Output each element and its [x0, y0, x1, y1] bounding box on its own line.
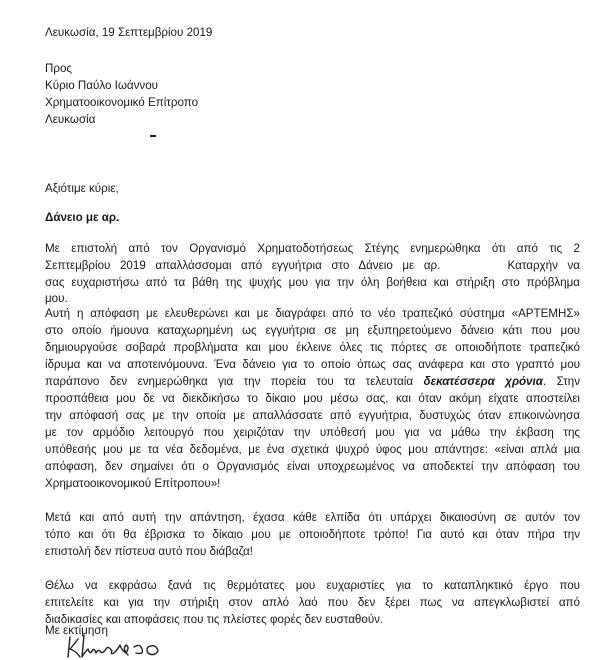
- emphasis-text: δεκατέσσερα χρόνια: [423, 375, 543, 388]
- handwritten-signature: [64, 629, 164, 659]
- paragraph-2-text: Στην: [556, 375, 580, 388]
- paragraph-3-line: τόπο και ότι θα έβρισκα το δίκαιο μου με οποιοδήποτε τρόπο! Για αυτό και όταν πήρα την: [45, 528, 580, 541]
- paragraph-3-line: επιστολή δεν πίστευα αυτό που διάβαζα!: [45, 545, 253, 558]
- paragraph-1-line: [45, 257, 580, 274]
- paragraph-2-line: προσπάθεια μου δε να διεκδικήσω το δίκαιο μου μέσω σας, και όταν ακόμη είχατε αποστείλει: [45, 392, 580, 405]
- paragraph-2-line: [45, 373, 580, 390]
- paragraph-2-text: παράπονο δεν ενημερώθηκα για την πορεία του τα τελευταία: [45, 375, 414, 388]
- paragraph-3-line: Μετά και από αυτή την απάντηση, έχασα κάθε ελπίδα ότι υπάρχει δικαιοσύνη σε αυτόν τον: [45, 511, 580, 524]
- paragraph-4-line: επιτελείτε και για την στήριξη στον απλό λαό που δεν ξέρει πως να απεγκλωβιστεί από: [45, 596, 580, 609]
- paragraph-2-line: Αυτή η απόφαση με ελευθερώνει και με διαγράφει από το νέο τραπεζικό σύστημα «ΑΡΤΕΜΗΣ»: [45, 307, 580, 320]
- recipient-name: Κύριο Παύλο Ιωάννου: [45, 79, 158, 92]
- recipient-city: Λευκωσία: [45, 113, 96, 126]
- paragraph-1-line: μου.: [45, 292, 68, 305]
- paragraph-1-text: Καταρχήν να: [507, 259, 580, 272]
- paragraph-4-line: Θέλω να εκφράσω ξανά τις θερμότατες μου ευχαριστίες για το καταπληκτικό έργο που: [45, 579, 580, 592]
- paragraph-2-text: .: [542, 375, 547, 388]
- paragraph-2-line: με τον αρμόδιο λειτουργό που χειριζόταν την υπόθεσή μου για να μάθω την έκβαση της: [45, 426, 580, 439]
- salutation: Αξιότιμε κύριε,: [45, 182, 119, 195]
- paragraph-4-line: διαδικασίες και αποφάσεις που τις πλείστες φορές δεν ευσταθούν.: [45, 613, 384, 626]
- paragraph-2-line: ίδρυμα και να αποτεινόμουνα. Ένα δάνειο για το οποίο όπως σας ανάφερα και στο γραπτό μου: [45, 358, 580, 371]
- paragraph-1-text: Σεπτεμβρίου 2019 απαλλάσσομαι από εγγυήτρια στο Δάνειο με αρ.: [45, 259, 441, 272]
- recipient-to: Προς: [45, 62, 73, 75]
- redaction-mark: [150, 135, 156, 137]
- letter-date: Λευκωσία, 19 Σεπτεμβρίου 2019: [45, 26, 213, 39]
- subject-line: Δάνειο με αρ.: [45, 211, 120, 224]
- recipient-title: Χρηματοοικονομικό Επίτροπο: [45, 96, 199, 109]
- paragraph-2-line: δημιουργούσε σοβαρά προβλήματα και μου έκλεινε όλες τις πόρτες σε οποιοδήποτε τραπεζικό: [45, 341, 580, 354]
- paragraph-1-line: σας ευχαριστήσω από τα βάθη της ψυχής μου για την όλη βοήθεια και στήριξη στο πρόβλημα: [45, 276, 580, 289]
- paragraph-2-line: Χρηματοοικονομικού Επίτροπου»!: [45, 477, 221, 490]
- paragraph-2-line: στο οποίο ήμουνα καταχωρημένη ως εγγυήτρια σε μη εξυπηρετούμενο δάνειο κάτι που μου: [45, 324, 580, 337]
- paragraph-1-line: Με επιστολή από τον Οργανισμό Χρηματοδοτήσεως Στέγης ενημερώθηκα ότι από τις 2: [45, 242, 580, 255]
- closing: Με εκτίμηση: [45, 624, 108, 637]
- paragraph-2-line: την απόφασή σας με την οποία με απαλλάσσατε από εγγυήτρια, δυστυχώς όταν επικοινώνησα: [45, 409, 580, 422]
- paragraph-2-line: απόφαση, δεν σημαίνει ότι ο Οργανισμός είναι υποχρεωμένος να αποδεκτεί την απόφαση του: [45, 460, 580, 473]
- paragraph-2-line: υπόθεσής μου με τα νέα δεδομένα, με ένα σχετικά ψυχρό ύφος μου απάντησε: «είναι απλά μια: [45, 443, 580, 456]
